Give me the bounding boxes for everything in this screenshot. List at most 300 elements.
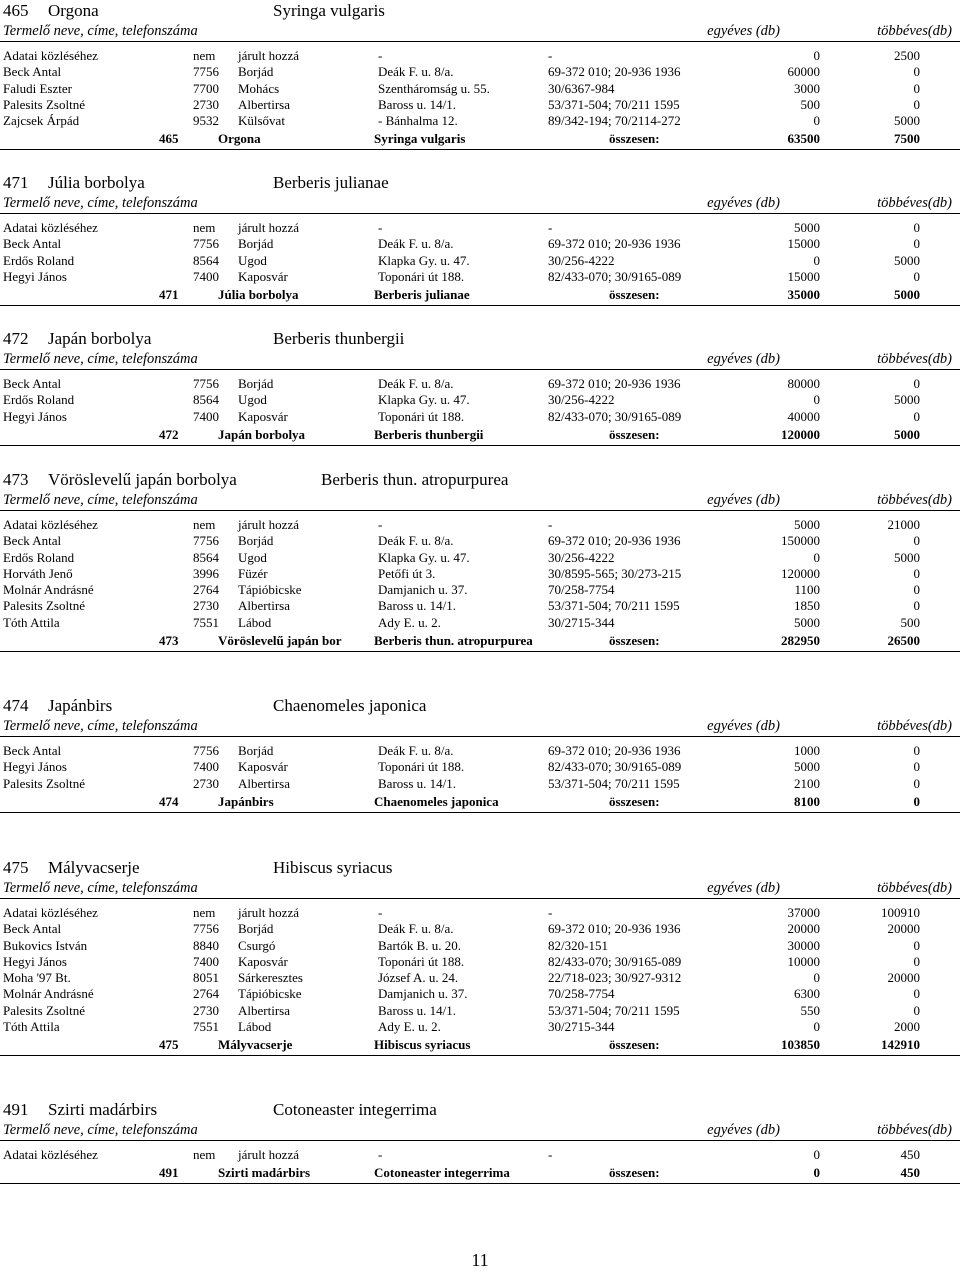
annual-count: 500 bbox=[800, 96, 820, 112]
table-row bbox=[0, 550, 960, 566]
city: Borjád bbox=[238, 533, 274, 549]
total-annual: 0 bbox=[813, 1165, 820, 1181]
postal-code: 7756 bbox=[193, 533, 219, 549]
city: Ugod bbox=[238, 392, 267, 408]
postal-code: nem bbox=[193, 905, 216, 920]
perennial-count: 0 bbox=[913, 775, 920, 791]
address: Deák F. u. 8/a. bbox=[378, 743, 454, 758]
table-row bbox=[0, 921, 960, 937]
table-row bbox=[0, 938, 960, 954]
total-name-hu: Japán borbolya bbox=[218, 426, 306, 442]
perennial-count: 0 bbox=[913, 1002, 920, 1018]
annual-header: egyéves (db) bbox=[707, 195, 780, 211]
perennial-header: többéves(db) bbox=[877, 492, 952, 508]
perennial-count: 0 bbox=[913, 408, 920, 424]
phone: 69-372 010; 20-936 1936 bbox=[548, 64, 681, 80]
species-name-latin: Hibiscus syriacus bbox=[273, 858, 393, 877]
perennial-header: többéves(db) bbox=[877, 718, 952, 734]
species-name-hu: Orgona bbox=[48, 1, 99, 20]
producer-name: Adatai közléséhez bbox=[3, 220, 98, 235]
city: Csurgó bbox=[238, 937, 276, 953]
postal-code: 7756 bbox=[193, 921, 219, 937]
total-code: 491 bbox=[159, 1165, 179, 1181]
perennial-count: 2500 bbox=[894, 48, 920, 63]
perennial-count: 0 bbox=[913, 96, 920, 112]
total-annual: 282950 bbox=[781, 633, 820, 649]
table-row bbox=[0, 269, 960, 285]
city: Borjád bbox=[238, 743, 274, 758]
annual-header: egyéves (db) bbox=[707, 492, 780, 508]
phone: 30/6367-984 bbox=[548, 80, 615, 96]
address: Klapka Gy. u. 47. bbox=[378, 252, 470, 268]
producer-header: Termelő neve, címe, telefonszáma bbox=[3, 351, 198, 367]
postal-code: 2730 bbox=[193, 96, 219, 112]
postal-code: 8840 bbox=[193, 937, 219, 953]
address: - bbox=[378, 48, 383, 63]
producer-name: Adatai közléséhez bbox=[3, 905, 98, 920]
postal-code: 8564 bbox=[193, 392, 219, 408]
address: Baross u. 14/1. bbox=[378, 1002, 456, 1018]
section-total-row bbox=[0, 1163, 960, 1184]
producer-name: Tóth Attila bbox=[3, 614, 60, 630]
phone: 69-372 010; 20-936 1936 bbox=[548, 533, 681, 549]
postal-code: nem bbox=[193, 517, 216, 532]
address: Baross u. 14/1. bbox=[378, 775, 456, 791]
city: Albertirsa bbox=[238, 1002, 290, 1018]
phone: 69-372 010; 20-936 1936 bbox=[548, 921, 681, 937]
producer-name: Molnár Andrásné bbox=[3, 986, 94, 1002]
address: Deák F. u. 8/a. bbox=[378, 236, 454, 252]
phone: 82/320-151 bbox=[548, 937, 608, 953]
address: Toponári út 188. bbox=[378, 408, 465, 424]
producer-header: Termelő neve, címe, telefonszáma bbox=[3, 492, 198, 508]
column-header bbox=[0, 491, 960, 511]
producer-header: Termelő neve, címe, telefonszáma bbox=[3, 23, 198, 39]
address: József A. u. 24. bbox=[378, 970, 459, 986]
perennial-count: 0 bbox=[913, 268, 920, 284]
phone: 53/371-504; 70/211 1595 bbox=[548, 1002, 680, 1018]
annual-count: 80000 bbox=[787, 376, 820, 391]
annual-count: 0 bbox=[813, 48, 820, 63]
phone: - bbox=[548, 517, 553, 532]
postal-code: 3996 bbox=[193, 565, 219, 581]
phone: 70/258-7754 bbox=[548, 986, 615, 1002]
perennial-count: 0 bbox=[913, 376, 920, 391]
species-code: 475 bbox=[3, 858, 29, 877]
producer-header: Termelő neve, címe, telefonszáma bbox=[3, 880, 198, 896]
section-total-row bbox=[0, 1035, 960, 1056]
address: Damjanich u. 37. bbox=[378, 582, 468, 598]
species-code: 473 bbox=[3, 470, 29, 489]
species-name-hu: Vöröslevelű japán borbolya bbox=[48, 470, 237, 489]
city: Ugod bbox=[238, 549, 267, 565]
total-name-latin: Berberis thunbergii bbox=[374, 426, 484, 442]
total-annual: 120000 bbox=[781, 426, 820, 442]
total-annual: 8100 bbox=[794, 793, 820, 809]
address: Deák F. u. 8/a. bbox=[378, 376, 454, 391]
annual-count: 550 bbox=[800, 1002, 820, 1018]
table-row bbox=[0, 776, 960, 792]
annual-count: 0 bbox=[813, 1019, 820, 1035]
column-header bbox=[0, 22, 960, 42]
table-row bbox=[0, 376, 960, 392]
producer-name: Zajcsek Árpád bbox=[3, 113, 80, 129]
plant-section-472 bbox=[0, 328, 960, 446]
table-row bbox=[0, 759, 960, 775]
table-row bbox=[0, 409, 960, 425]
species-name-latin: Cotoneaster integerrima bbox=[273, 1100, 437, 1119]
postal-code: 7756 bbox=[193, 64, 219, 80]
address: - bbox=[378, 517, 383, 532]
table-row bbox=[0, 533, 960, 549]
table-row bbox=[0, 1003, 960, 1019]
annual-count: 40000 bbox=[787, 408, 820, 424]
phone: - bbox=[548, 48, 553, 63]
producer-name: Beck Antal bbox=[3, 64, 62, 80]
perennial-count: 2000 bbox=[894, 1019, 920, 1035]
address: Baross u. 14/1. bbox=[378, 96, 456, 112]
postal-code: 7400 bbox=[193, 759, 219, 775]
section-title bbox=[0, 172, 960, 194]
phone: 53/371-504; 70/211 1595 bbox=[548, 598, 680, 614]
perennial-count: 0 bbox=[913, 743, 920, 758]
address: Klapka Gy. u. 47. bbox=[378, 549, 470, 565]
phone: 82/433-070; 30/9165-089 bbox=[548, 759, 682, 775]
table-row bbox=[0, 954, 960, 970]
producer-name: Hegyi János bbox=[3, 268, 67, 284]
annual-count: 120000 bbox=[781, 565, 820, 581]
city: Tápióbicske bbox=[238, 582, 302, 598]
total-name-hu: Mályvacserje bbox=[218, 1037, 293, 1053]
address: Deák F. u. 8/a. bbox=[378, 533, 454, 549]
postal-code: 8564 bbox=[193, 549, 219, 565]
postal-code: 2730 bbox=[193, 775, 219, 791]
phone: - bbox=[548, 220, 553, 235]
postal-code: 2764 bbox=[193, 582, 219, 598]
plant-section-473 bbox=[0, 469, 960, 652]
city: Sárkeresztes bbox=[238, 970, 303, 986]
annual-count: 3000 bbox=[794, 80, 820, 96]
perennial-count: 0 bbox=[913, 582, 920, 598]
city: Borjád bbox=[238, 64, 274, 80]
annual-count: 15000 bbox=[787, 236, 820, 252]
perennial-count: 5000 bbox=[894, 549, 920, 565]
producer-name: Adatai közléséhez bbox=[3, 48, 98, 63]
plant-section-491 bbox=[0, 1099, 960, 1184]
postal-code: 7756 bbox=[193, 743, 219, 758]
table-row bbox=[0, 81, 960, 97]
phone: 70/258-7754 bbox=[548, 582, 615, 598]
annual-count: 0 bbox=[813, 113, 820, 129]
column-header bbox=[0, 717, 960, 737]
city: Kaposvár bbox=[238, 408, 288, 424]
species-code: 491 bbox=[3, 1100, 29, 1119]
perennial-count: 0 bbox=[913, 64, 920, 80]
address: Ady E. u. 2. bbox=[378, 1019, 441, 1035]
total-perennial: 26500 bbox=[887, 633, 920, 649]
species-code: 472 bbox=[3, 329, 29, 348]
perennial-count: 0 bbox=[913, 598, 920, 614]
species-name-latin: Berberis thun. atropurpurea bbox=[321, 470, 509, 489]
total-perennial: 5000 bbox=[894, 426, 920, 442]
annual-count: 1100 bbox=[794, 582, 820, 598]
perennial-header: többéves(db) bbox=[877, 23, 952, 39]
producer-name: Beck Antal bbox=[3, 376, 62, 391]
section-total-row bbox=[0, 792, 960, 813]
producer-name: Beck Antal bbox=[3, 236, 62, 252]
producer-name: Palesits Zsoltné bbox=[3, 775, 85, 791]
annual-count: 30000 bbox=[787, 937, 820, 953]
address: Deák F. u. 8/a. bbox=[378, 921, 454, 937]
address: Szentháromság u. 55. bbox=[378, 80, 490, 96]
table-row bbox=[0, 392, 960, 408]
annual-count: 15000 bbox=[787, 268, 820, 284]
total-annual: 103850 bbox=[781, 1037, 820, 1053]
total-code: 475 bbox=[159, 1037, 179, 1053]
producer-name: Adatai közléséhez bbox=[3, 1147, 98, 1162]
section-title bbox=[0, 0, 960, 22]
section-title bbox=[0, 695, 960, 717]
annual-header: egyéves (db) bbox=[707, 23, 780, 39]
annual-count: 20000 bbox=[787, 921, 820, 937]
page-number: 11 bbox=[471, 1250, 489, 1270]
phone: 30/8595-565; 30/273-215 bbox=[548, 565, 682, 581]
plant-section-474 bbox=[0, 695, 960, 813]
table-row bbox=[0, 517, 960, 533]
perennial-header: többéves(db) bbox=[877, 195, 952, 211]
city: Tápióbicske bbox=[238, 986, 302, 1002]
perennial-count: 5000 bbox=[894, 392, 920, 408]
perennial-count: 5000 bbox=[894, 113, 920, 129]
annual-count: 0 bbox=[813, 970, 820, 986]
total-code: 473 bbox=[159, 633, 179, 649]
perennial-count: 20000 bbox=[887, 970, 920, 986]
total-perennial: 7500 bbox=[894, 131, 920, 147]
phone: 53/371-504; 70/211 1595 bbox=[548, 96, 680, 112]
total-annual: 63500 bbox=[787, 131, 820, 147]
producer-name: Palesits Zsoltné bbox=[3, 96, 85, 112]
city: járult hozzá bbox=[238, 517, 299, 532]
annual-header: egyéves (db) bbox=[707, 1122, 780, 1138]
section-title bbox=[0, 469, 960, 491]
total-label: összesen: bbox=[609, 793, 660, 809]
total-label: összesen: bbox=[609, 633, 660, 649]
annual-count: 5000 bbox=[794, 614, 820, 630]
annual-header: egyéves (db) bbox=[707, 880, 780, 896]
phone: 69-372 010; 20-936 1936 bbox=[548, 376, 681, 391]
city: Borjád bbox=[238, 921, 274, 937]
perennial-header: többéves(db) bbox=[877, 1122, 952, 1138]
species-name-latin: Berberis julianae bbox=[273, 173, 389, 192]
total-label: összesen: bbox=[609, 1165, 660, 1181]
producer-name: Moha '97 Bt. bbox=[3, 970, 71, 986]
annual-count: 0 bbox=[813, 549, 820, 565]
city: Külsővat bbox=[238, 113, 285, 129]
total-name-hu: Júlia borbolya bbox=[218, 287, 299, 303]
section-total-row bbox=[0, 285, 960, 306]
postal-code: 2730 bbox=[193, 598, 219, 614]
species-name-latin: Syringa vulgaris bbox=[273, 1, 385, 20]
total-name-latin: Berberis julianae bbox=[374, 287, 470, 303]
postal-code: 8564 bbox=[193, 252, 219, 268]
column-header bbox=[0, 350, 960, 370]
total-perennial: 450 bbox=[900, 1165, 920, 1181]
phone: - bbox=[548, 905, 553, 920]
producer-name: Palesits Zsoltné bbox=[3, 1002, 85, 1018]
total-annual: 35000 bbox=[787, 287, 820, 303]
annual-count: 1000 bbox=[794, 743, 820, 758]
annual-count: 2100 bbox=[794, 775, 820, 791]
species-name-hu: Japán borbolya bbox=[48, 329, 152, 348]
producer-name: Hegyi János bbox=[3, 408, 67, 424]
city: Ugod bbox=[238, 252, 267, 268]
total-name-latin: Syringa vulgaris bbox=[374, 131, 466, 147]
total-name-latin: Hibiscus syriacus bbox=[374, 1037, 471, 1053]
perennial-count: 0 bbox=[913, 565, 920, 581]
producer-name: Molnár Andrásné bbox=[3, 582, 94, 598]
annual-count: 5000 bbox=[794, 517, 820, 532]
perennial-count: 0 bbox=[913, 220, 920, 235]
species-code: 471 bbox=[3, 173, 29, 192]
phone: 22/718-023; 30/927-9312 bbox=[548, 970, 682, 986]
producer-name: Erdős Roland bbox=[3, 252, 75, 268]
postal-code: 7400 bbox=[193, 268, 219, 284]
total-name-latin: Chaenomeles japonica bbox=[374, 793, 499, 809]
city: Borjád bbox=[238, 236, 274, 252]
table-row bbox=[0, 220, 960, 236]
perennial-header: többéves(db) bbox=[877, 880, 952, 896]
producer-header: Termelő neve, címe, telefonszáma bbox=[3, 195, 198, 211]
annual-count: 5000 bbox=[794, 759, 820, 775]
species-code: 465 bbox=[3, 1, 29, 20]
perennial-count: 5000 bbox=[894, 252, 920, 268]
perennial-count: 0 bbox=[913, 759, 920, 775]
annual-count: 0 bbox=[813, 252, 820, 268]
species-name-latin: Chaenomeles japonica bbox=[273, 696, 427, 715]
annual-header: egyéves (db) bbox=[707, 718, 780, 734]
address: Damjanich u. 37. bbox=[378, 986, 468, 1002]
table-row bbox=[0, 743, 960, 759]
phone: 89/342-194; 70/2114-272 bbox=[548, 113, 681, 129]
producer-name: Erdős Roland bbox=[3, 392, 75, 408]
postal-code: 7551 bbox=[193, 614, 219, 630]
table-row bbox=[0, 905, 960, 921]
species-name-hu: Szirti madárbirs bbox=[48, 1100, 158, 1119]
city: Mohács bbox=[238, 80, 280, 96]
postal-code: 7400 bbox=[193, 953, 219, 969]
phone: 30/2715-344 bbox=[548, 614, 615, 630]
city: Lábod bbox=[238, 1019, 272, 1035]
perennial-count: 0 bbox=[913, 533, 920, 549]
producer-header: Termelő neve, címe, telefonszáma bbox=[3, 1122, 198, 1138]
section-title bbox=[0, 1099, 960, 1121]
table-row bbox=[0, 48, 960, 64]
producer-name: Bukovics István bbox=[3, 937, 88, 953]
postal-code: nem bbox=[193, 1147, 216, 1162]
city: Kaposvár bbox=[238, 953, 288, 969]
phone: 30/256-4222 bbox=[548, 252, 615, 268]
producer-name: Hegyi János bbox=[3, 953, 67, 969]
perennial-count: 20000 bbox=[887, 921, 920, 937]
section-total-row bbox=[0, 129, 960, 150]
plant-section-475 bbox=[0, 857, 960, 1056]
phone: 69-372 010; 20-936 1936 bbox=[548, 743, 681, 758]
table-row bbox=[0, 1147, 960, 1163]
address: Baross u. 14/1. bbox=[378, 598, 456, 614]
column-header bbox=[0, 1121, 960, 1141]
total-label: összesen: bbox=[609, 131, 660, 147]
total-name-hu: Szirti madárbirs bbox=[218, 1165, 311, 1181]
city: Albertirsa bbox=[238, 598, 290, 614]
annual-count: 60000 bbox=[787, 64, 820, 80]
producer-name: Erdős Roland bbox=[3, 549, 75, 565]
city: Albertirsa bbox=[238, 775, 290, 791]
perennial-count: 500 bbox=[900, 614, 920, 630]
perennial-count: 0 bbox=[913, 80, 920, 96]
total-code: 465 bbox=[159, 131, 179, 147]
annual-count: 6300 bbox=[794, 986, 820, 1002]
postal-code: 9532 bbox=[193, 113, 219, 129]
total-name-hu: Japánbirs bbox=[218, 793, 274, 809]
city: járult hozzá bbox=[238, 48, 299, 63]
column-header bbox=[0, 879, 960, 899]
table-row bbox=[0, 986, 960, 1002]
address: Toponári út 188. bbox=[378, 953, 465, 969]
producer-name: Beck Antal bbox=[3, 921, 62, 937]
phone: 30/256-4222 bbox=[548, 549, 615, 565]
total-perennial: 142910 bbox=[881, 1037, 920, 1053]
total-label: összesen: bbox=[609, 1037, 660, 1053]
species-name-hu: Júlia borbolya bbox=[48, 173, 145, 192]
species-code: 474 bbox=[3, 696, 29, 715]
perennial-count: 0 bbox=[913, 236, 920, 252]
table-row bbox=[0, 566, 960, 582]
producer-name: Palesits Zsoltné bbox=[3, 598, 85, 614]
phone: 30/2715-344 bbox=[548, 1019, 615, 1035]
address: Bartók B. u. 20. bbox=[378, 937, 462, 953]
phone: 69-372 010; 20-936 1936 bbox=[548, 236, 681, 252]
postal-code: 7400 bbox=[193, 408, 219, 424]
annual-count: 150000 bbox=[781, 533, 820, 549]
city: járult hozzá bbox=[238, 905, 299, 920]
producer-name: Horváth Jenő bbox=[3, 565, 73, 581]
section-total-row bbox=[0, 425, 960, 446]
table-row bbox=[0, 598, 960, 614]
phone: 30/256-4222 bbox=[548, 392, 615, 408]
total-name-hu: Orgona bbox=[218, 131, 261, 147]
producer-name: Faludi Eszter bbox=[3, 80, 72, 96]
annual-count: 1850 bbox=[794, 598, 820, 614]
phone: 53/371-504; 70/211 1595 bbox=[548, 775, 680, 791]
table-row bbox=[0, 970, 960, 986]
plant-section-471 bbox=[0, 172, 960, 306]
total-label: összesen: bbox=[609, 426, 660, 442]
address: - bbox=[378, 220, 383, 235]
section-title bbox=[0, 857, 960, 879]
address: Deák F. u. 8/a. bbox=[378, 64, 454, 80]
table-row bbox=[0, 1019, 960, 1035]
postal-code: 8051 bbox=[193, 970, 219, 986]
table-row bbox=[0, 97, 960, 113]
city: Füzér bbox=[238, 565, 268, 581]
postal-code: 2730 bbox=[193, 1002, 219, 1018]
phone: - bbox=[548, 1147, 553, 1162]
perennial-header: többéves(db) bbox=[877, 351, 952, 367]
phone: 82/433-070; 30/9165-089 bbox=[548, 953, 682, 969]
species-name-hu: Mályvacserje bbox=[48, 858, 140, 877]
city: járult hozzá bbox=[238, 220, 299, 235]
table-row bbox=[0, 582, 960, 598]
